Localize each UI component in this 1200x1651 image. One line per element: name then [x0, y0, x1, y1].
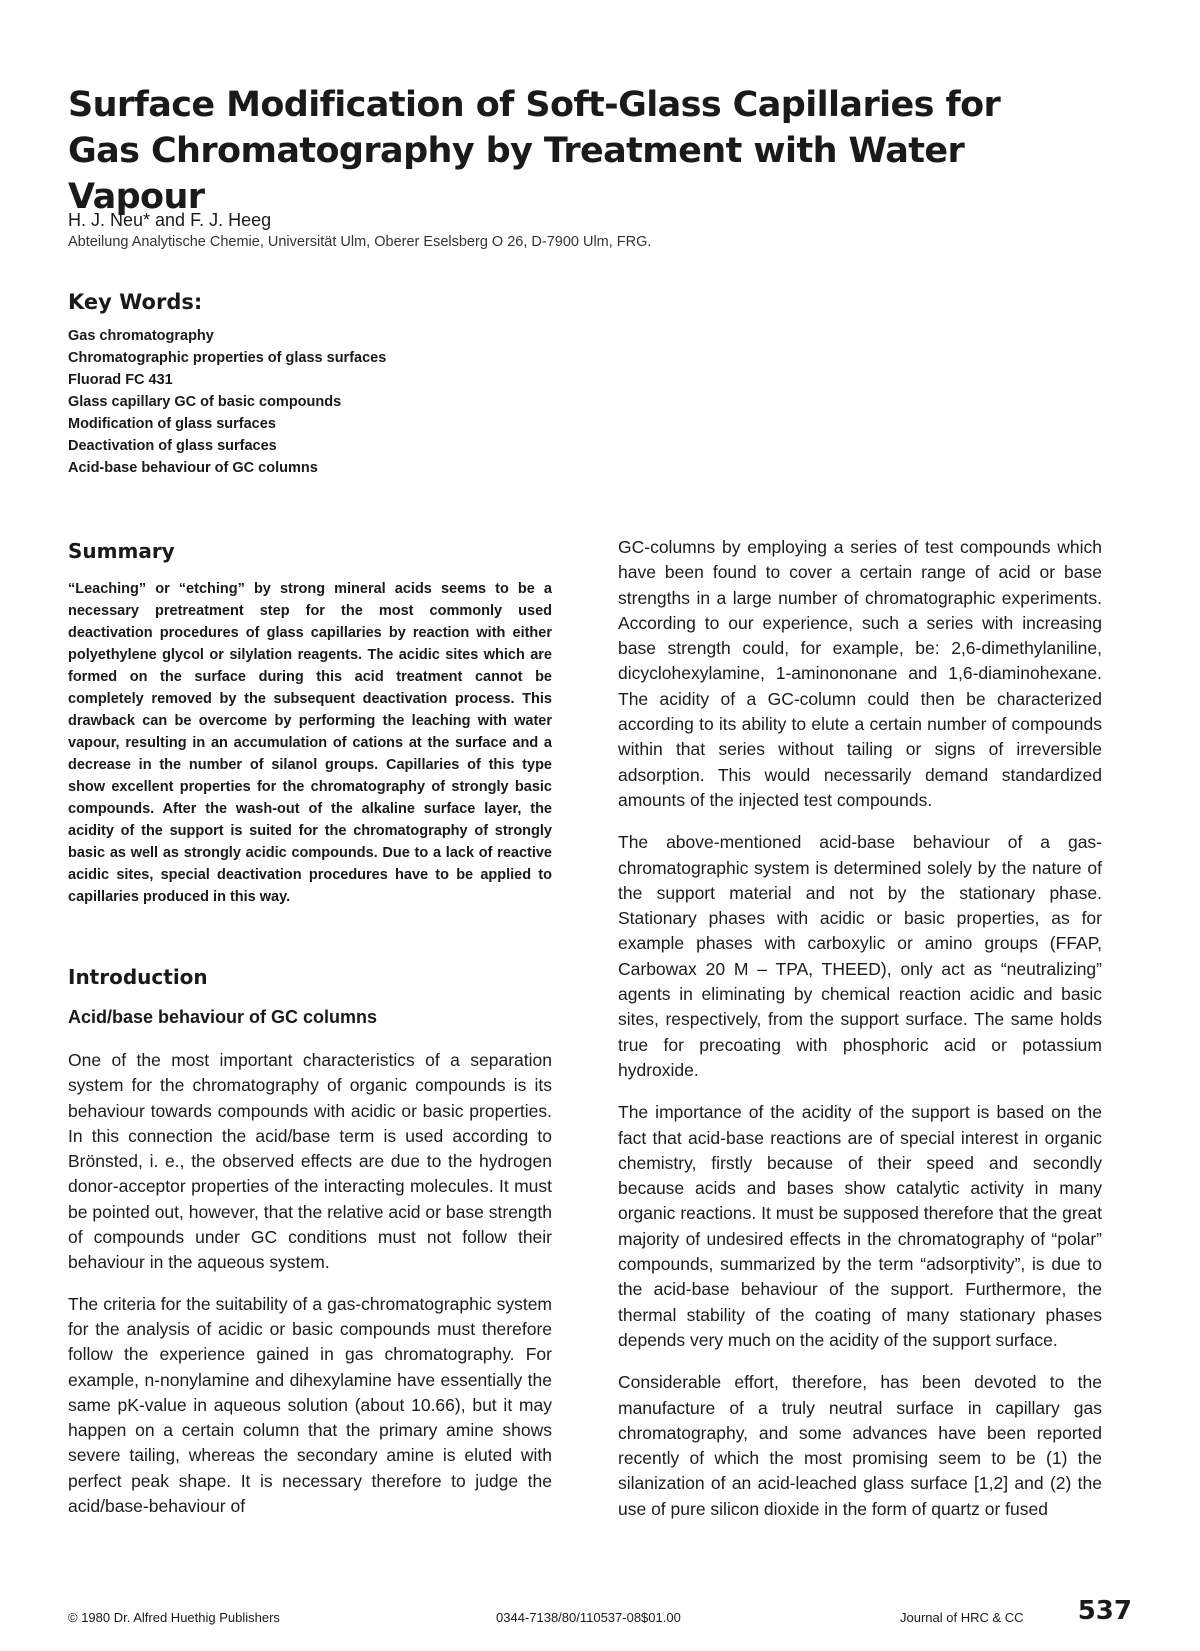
- body-paragraph: The importance of the acidity of the support is based on the fact that acid-base reactions are of special interest in organic chemistry, firstly because of their speed and secondly because acids and bases show catalytic activity in many organic reactions. It must be supposed therefore that the great majority of undesired effects in the chromatography of “polar” compounds, summarized by the term “adsorptivity”, is due to the acid-base behaviour of the support. Furthermore, the thermal stability of the coating of many stationary phases depends very much on the acidity of the support surface.: [618, 1102, 1102, 1350]
- page-footer: [68, 1596, 1132, 1632]
- copyright-notice: © 1980 Dr. Alfred Huethig Publishers: [68, 1610, 280, 1625]
- keyword-item: Modification of glass surfaces: [68, 416, 276, 432]
- intro-paragraph: One of the most important characteristics of a separation system for the chromatography of organic compounds is its behaviour towards compounds with acidic or basic properties. In this connection the acid/base term is used according to Brönsted, i. e., the observed effects are due to the hydrogen donor-acceptor properties of the interacting molecules. It must be pointed out, however, that the relative acid or base strength of compounds under GC conditions must not follow their behaviour in the aqueous system.: [68, 1050, 552, 1273]
- body-paragraph: Considerable effort, therefore, has been devoted to the manufacture of a truly neutral surface in capillary gas chromatography, and some advances have been reported recently of which the most promising seem to be (1) the silanization of an acid-leached glass surface [1,2] and (2) the use of pure silicon dioxide in the form of quartz or fused: [618, 1372, 1102, 1519]
- keywords-heading: Key Words:: [68, 290, 203, 314]
- keywords-list: [68, 325, 386, 479]
- keyword-item: Fluorad FC 431: [68, 372, 173, 388]
- keyword-item: Gas chromatography: [68, 328, 214, 344]
- page-number: 537: [1077, 1596, 1132, 1626]
- left-column: [68, 538, 552, 1535]
- intro-paragraph: The criteria for the suitability of a gas-chromatographic system for the analysis of acidic or basic compounds must therefore follow the experience gained in gas chromatography. For example, n-nonylamine and dihexylamine have essentially the same pK-value in aqueous solution (about 10.66), but it may happen on a certain column that the primary amine shows severe tailing, whereas the secondary amine is eluted with perfect peak shape. It is necessary therefore to judge the acid/base-behaviour of: [68, 1293, 552, 1517]
- body-paragraph: The above-mentioned acid-base behaviour of a gas-chromatographic system is determined solely by the nature of the support material and not by the stationary phase. Stationary phases with acidic or basic properties, as for example phases with carboxylic or amino groups (FFAP, Carbowax 20 M – TPA, THEED), only act as “neutralizing” agents in eliminating by chemical reaction acidic and basic sites, respectively, from the support surface. The same holds true for precoating with phosphoric acid or potassium hydroxide.: [618, 832, 1102, 1080]
- body-paragraph: GC-columns by employing a series of test compounds which have been found to cover a certain range of acid or base strengths in a large number of chromatographic experiments. According to our experience, such a series with increasing base strength could, for example, be: 2,6-dimethylaniline, dicyclohexylamine, 1-aminononane and 1,6-diaminohexane. The acidity of a GC-column could then be characterized according to its ability to elute a certain number of compounds within that series without tailing or signs of irreversible adsorption. This would necessarily demand standardized amounts of the injected test compounds.: [618, 537, 1102, 810]
- issn-code: 0344-7138/80/110537-08$01.00: [496, 1610, 681, 1625]
- keyword-item: Deactivation of glass surfaces: [68, 438, 277, 454]
- journal-name: Journal of HRC & CC: [900, 1610, 1024, 1625]
- keyword-item: Chromatographic properties of glass surfaces: [68, 350, 387, 366]
- subsection-heading: Acid/base behaviour of GC columns: [68, 1007, 378, 1027]
- authors: H. J. Neu* and F. J. Heeg: [68, 210, 272, 230]
- affiliation: Abteilung Analytische Chemie, Universität Ulm, Oberer Eselsberg O 26, D-7900 Ulm, FRG.: [68, 234, 652, 250]
- keyword-item: Acid-base behaviour of GC columns: [68, 460, 318, 476]
- paper-title: Surface Modification of Soft-Glass Capillaries for Gas Chromatography by Treatment with Water Vapour: [68, 85, 1001, 217]
- summary-text: “Leaching” or “etching” by strong mineral acids seems to be a necessary pretreatment step for the most commonly used deactivation procedures of glass capillaries by reaction with either polyethylene glycol or silylation reagents. The acidic sites which are formed on the surface during this acid treatment cannot be completely removed by the subsequent deactivation process. This drawback can be overcome by performing the leaching with water vapour, resulting in an accumulation of cations at the surface and a decrease in the number of silanol groups. Capillaries of this type show excellent properties for the chromatography of strongly basic compounds. After the wash-out of the alkaline surface layer, the acidity of the support is suited for the chromatography of strongly basic as well as strongly acidic compounds. Due to a lack of reactive acidic sites, special deactivation procedures have to be applied to capillaries produced in this way.: [68, 581, 552, 905]
- introduction-heading: Introduction: [68, 965, 208, 989]
- summary-heading: Summary: [68, 539, 175, 563]
- right-column: [618, 535, 1102, 1539]
- keyword-item: Glass capillary GC of basic compounds: [68, 394, 342, 410]
